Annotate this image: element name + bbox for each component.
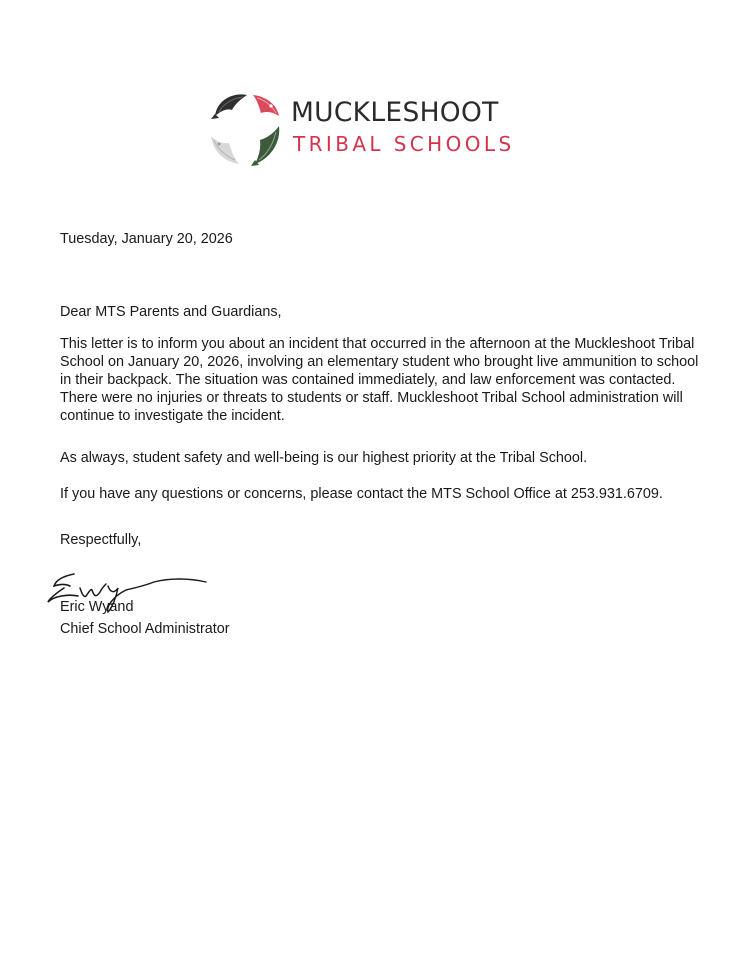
body-paragraph-contact: If you have any questions or concerns, please contact the MTS School Office at 253.931.6709. — [60, 486, 663, 502]
salutation: Dear MTS Parents and Guardians, — [60, 304, 282, 320]
org-subtitle: TRIBAL SCHOOLS — [293, 132, 515, 156]
signer-name: Eric Wyand — [60, 599, 134, 615]
muckleshoot-circle-logo-icon — [205, 86, 285, 170]
org-name: MUCKLESHOOT — [291, 97, 499, 128]
body-paragraph-incident: This letter is to inform you about an incident that occurred in the afternoon at the Muckleshoot Tribal School on January 20, 2026, involving an elementary student who brought live ammunition to school in their backpack. The situation was contained immediately, and law enforcement was contacted. There were no injuries or threats to students or staff. Muckleshoot Tribal School administration will continue to investigate the incident. — [60, 336, 699, 424]
closing: Respectfully, — [60, 532, 142, 548]
body-paragraph-safety: As always, student safety and well-being is our highest priority at the Tribal School. — [60, 450, 588, 466]
letter-date: Tuesday, January 20, 2026 — [60, 231, 233, 247]
signer-title: Chief School Administrator — [60, 621, 230, 637]
letterhead — [205, 86, 535, 172]
